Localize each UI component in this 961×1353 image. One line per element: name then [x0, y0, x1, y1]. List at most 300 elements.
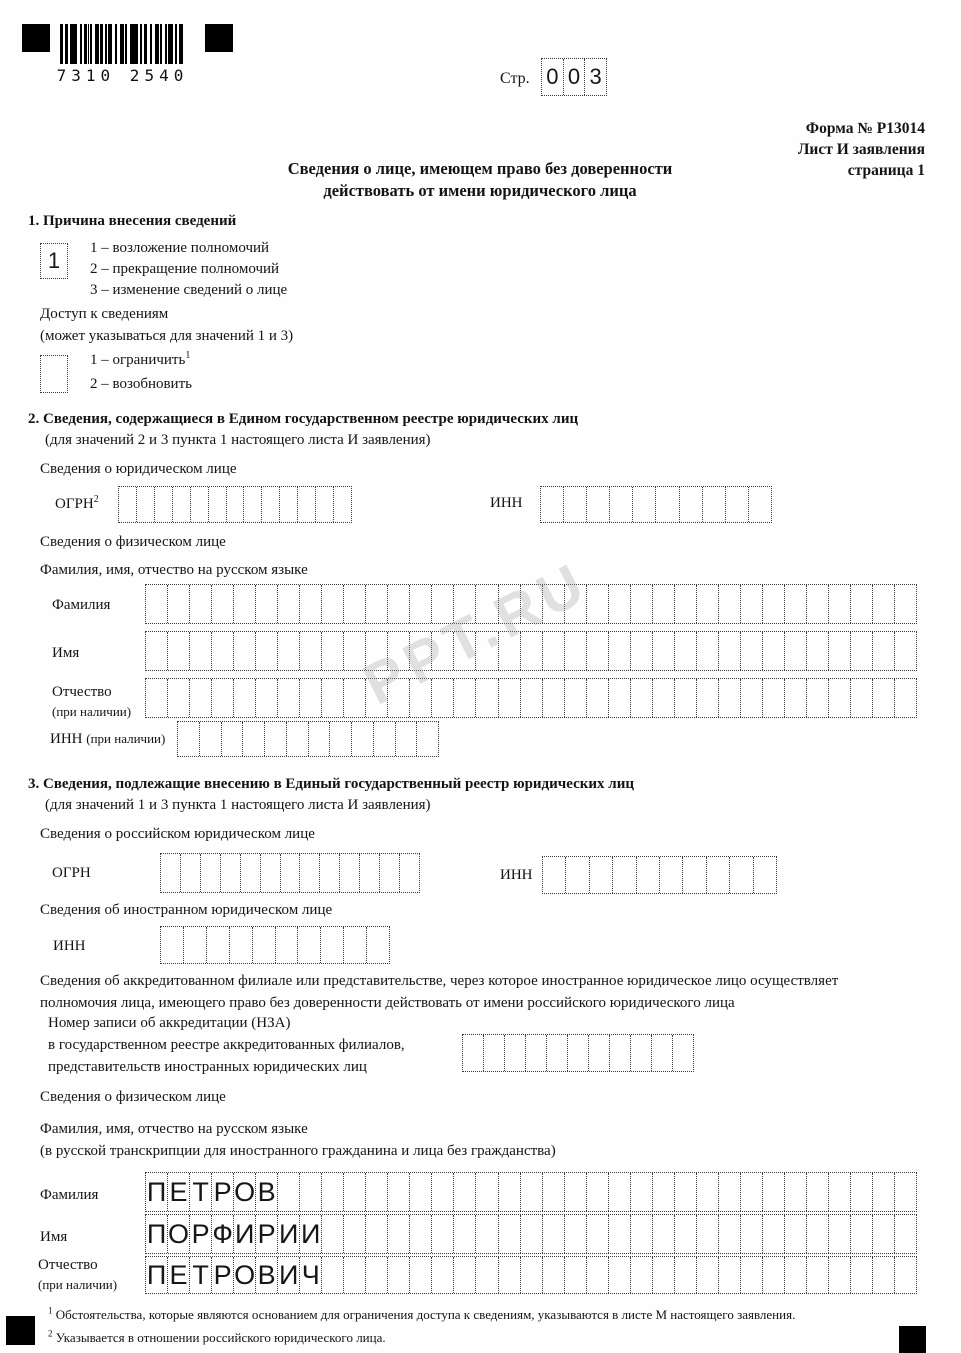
- field-cell[interactable]: [609, 1173, 631, 1211]
- field-cell[interactable]: [201, 854, 221, 892]
- field-cell[interactable]: [652, 1035, 673, 1071]
- field-cell[interactable]: [244, 487, 262, 522]
- field-cell[interactable]: [454, 1215, 476, 1253]
- patronymic3-field[interactable]: [145, 1256, 917, 1294]
- field-cell[interactable]: [565, 1215, 587, 1253]
- field-cell[interactable]: [565, 585, 587, 623]
- field-cell[interactable]: [499, 585, 521, 623]
- field-cell[interactable]: [675, 632, 697, 670]
- field-cell[interactable]: [521, 1173, 543, 1211]
- field-cell[interactable]: [829, 1257, 851, 1293]
- field-cell[interactable]: [565, 632, 587, 670]
- field-cell[interactable]: [173, 487, 191, 522]
- field-cell[interactable]: [785, 1173, 807, 1211]
- field-cell[interactable]: [322, 1257, 344, 1293]
- field-cell[interactable]: [673, 1035, 693, 1071]
- field-cell[interactable]: [656, 487, 679, 522]
- field-cell[interactable]: [432, 1173, 454, 1211]
- field-cell[interactable]: [380, 854, 400, 892]
- field-cell[interactable]: [454, 632, 476, 670]
- field-cell[interactable]: [741, 1257, 763, 1293]
- field-cell[interactable]: О: [168, 1215, 190, 1253]
- field-cell[interactable]: [200, 722, 222, 756]
- field-cell[interactable]: [851, 632, 873, 670]
- ogrn3-field[interactable]: [160, 853, 420, 893]
- field-cell[interactable]: [410, 1257, 432, 1293]
- field-cell[interactable]: [400, 854, 419, 892]
- field-cell[interactable]: 3: [589, 64, 602, 89]
- field-cell[interactable]: [741, 585, 763, 623]
- field-cell[interactable]: [587, 487, 610, 522]
- field-cell[interactable]: [300, 679, 322, 717]
- field-cell[interactable]: [476, 1173, 498, 1211]
- field-cell[interactable]: [543, 585, 565, 623]
- field-cell[interactable]: [590, 857, 613, 893]
- field-cell[interactable]: [521, 632, 543, 670]
- field-cell[interactable]: [683, 857, 706, 893]
- field-cell[interactable]: [631, 1257, 653, 1293]
- field-cell[interactable]: И: [300, 1215, 322, 1253]
- field-cell[interactable]: [253, 927, 276, 963]
- field-cell[interactable]: [521, 585, 543, 623]
- field-cell[interactable]: [829, 679, 851, 717]
- field-cell[interactable]: [609, 1215, 631, 1253]
- field-cell[interactable]: [168, 585, 190, 623]
- field-cell[interactable]: 0: [564, 59, 586, 95]
- field-cell[interactable]: Р: [212, 1257, 234, 1293]
- field-cell[interactable]: [543, 1173, 565, 1211]
- field-cell[interactable]: [763, 1215, 785, 1253]
- field-cell[interactable]: [191, 487, 209, 522]
- field-cell[interactable]: [807, 585, 829, 623]
- field-cell[interactable]: И: [278, 1215, 300, 1253]
- field-cell[interactable]: [587, 679, 609, 717]
- field-cell[interactable]: [631, 1035, 652, 1071]
- field-cell[interactable]: В: [256, 1257, 278, 1293]
- field-cell[interactable]: П: [146, 1173, 168, 1211]
- field-cell[interactable]: [484, 1035, 505, 1071]
- field-cell[interactable]: [697, 1215, 719, 1253]
- inn-person-field[interactable]: [177, 721, 439, 757]
- field-cell[interactable]: В: [256, 1173, 278, 1211]
- field-cell[interactable]: [829, 632, 851, 670]
- field-cell[interactable]: [587, 632, 609, 670]
- field-cell[interactable]: [829, 1215, 851, 1253]
- field-cell[interactable]: И: [234, 1215, 256, 1253]
- field-cell[interactable]: [851, 1215, 873, 1253]
- field-cell[interactable]: [543, 857, 566, 893]
- field-cell[interactable]: [396, 722, 418, 756]
- field-cell[interactable]: [366, 585, 388, 623]
- field-cell[interactable]: [749, 487, 771, 522]
- field-cell[interactable]: [322, 585, 344, 623]
- field-cell[interactable]: [697, 1173, 719, 1211]
- field-cell[interactable]: [344, 1257, 366, 1293]
- field-cell[interactable]: [895, 1257, 916, 1293]
- field-cell[interactable]: [207, 927, 230, 963]
- field-cell[interactable]: [653, 679, 675, 717]
- field-cell[interactable]: [763, 679, 785, 717]
- field-cell[interactable]: [754, 857, 776, 893]
- field-cell[interactable]: [631, 632, 653, 670]
- field-cell[interactable]: [344, 585, 366, 623]
- field-cell[interactable]: [610, 487, 633, 522]
- reason-code-field[interactable]: [40, 243, 68, 279]
- field-cell[interactable]: [543, 1257, 565, 1293]
- field-cell[interactable]: Т: [190, 1257, 212, 1293]
- field-cell[interactable]: [184, 927, 207, 963]
- field-cell[interactable]: [675, 679, 697, 717]
- field-cell[interactable]: [476, 1215, 498, 1253]
- field-cell[interactable]: [190, 585, 212, 623]
- field-cell[interactable]: [222, 722, 244, 756]
- field-cell[interactable]: [388, 585, 410, 623]
- field-cell[interactable]: [851, 1173, 873, 1211]
- inn-field[interactable]: [540, 486, 772, 523]
- field-cell[interactable]: [697, 632, 719, 670]
- field-cell[interactable]: Р: [212, 1173, 234, 1211]
- field-cell[interactable]: [631, 1173, 653, 1211]
- field-cell[interactable]: [741, 1173, 763, 1211]
- field-cell[interactable]: [256, 632, 278, 670]
- field-cell[interactable]: [234, 679, 256, 717]
- field-cell[interactable]: [653, 1215, 675, 1253]
- field-cell[interactable]: [895, 1215, 916, 1253]
- surname3-field[interactable]: [145, 1172, 917, 1212]
- field-cell[interactable]: [212, 679, 234, 717]
- field-cell[interactable]: [719, 585, 741, 623]
- field-cell[interactable]: [526, 1035, 547, 1071]
- field-cell[interactable]: [589, 1035, 610, 1071]
- field-cell[interactable]: [146, 632, 168, 670]
- field-cell[interactable]: [785, 632, 807, 670]
- field-cell[interactable]: [161, 854, 181, 892]
- field-cell[interactable]: [609, 585, 631, 623]
- field-cell[interactable]: [454, 585, 476, 623]
- field-cell[interactable]: [227, 487, 245, 522]
- field-cell[interactable]: [388, 1215, 410, 1253]
- field-cell[interactable]: [807, 679, 829, 717]
- field-cell[interactable]: [660, 857, 683, 893]
- field-cell[interactable]: [212, 585, 234, 623]
- field-cell[interactable]: Р: [190, 1215, 212, 1253]
- field-cell[interactable]: О: [234, 1257, 256, 1293]
- field-cell[interactable]: [178, 722, 200, 756]
- field-cell[interactable]: [873, 1257, 895, 1293]
- field-cell[interactable]: [609, 632, 631, 670]
- field-cell[interactable]: [344, 1215, 366, 1253]
- field-cell[interactable]: [785, 1257, 807, 1293]
- field-cell[interactable]: [243, 722, 265, 756]
- field-cell[interactable]: [366, 1215, 388, 1253]
- field-cell[interactable]: [300, 854, 320, 892]
- field-cell[interactable]: [300, 1173, 322, 1211]
- field-cell[interactable]: [631, 585, 653, 623]
- field-cell[interactable]: [476, 1257, 498, 1293]
- field-cell[interactable]: [499, 679, 521, 717]
- field-cell[interactable]: Е: [168, 1257, 190, 1293]
- field-cell[interactable]: [609, 1257, 631, 1293]
- field-cell[interactable]: [463, 1035, 484, 1071]
- field-cell[interactable]: [410, 679, 432, 717]
- field-cell[interactable]: [41, 356, 67, 392]
- field-cell[interactable]: [719, 1215, 741, 1253]
- field-cell[interactable]: [410, 585, 432, 623]
- field-cell[interactable]: [374, 722, 396, 756]
- field-cell[interactable]: П: [146, 1257, 168, 1293]
- nza-field[interactable]: [462, 1034, 694, 1072]
- field-cell[interactable]: [388, 1173, 410, 1211]
- field-cell[interactable]: [807, 1173, 829, 1211]
- field-cell[interactable]: [265, 722, 287, 756]
- field-cell[interactable]: [322, 679, 344, 717]
- field-cell[interactable]: [281, 854, 301, 892]
- field-cell[interactable]: [388, 1257, 410, 1293]
- field-cell[interactable]: [155, 487, 173, 522]
- surname-field[interactable]: [145, 584, 917, 624]
- field-cell[interactable]: [432, 632, 454, 670]
- field-cell[interactable]: [454, 1257, 476, 1293]
- field-cell[interactable]: [388, 679, 410, 717]
- field-cell[interactable]: [633, 487, 656, 522]
- field-cell[interactable]: И: [278, 1257, 300, 1293]
- field-cell[interactable]: [241, 854, 261, 892]
- field-cell[interactable]: [322, 632, 344, 670]
- field-cell[interactable]: [367, 927, 389, 963]
- field-cell[interactable]: [262, 487, 280, 522]
- field-cell[interactable]: [741, 1215, 763, 1253]
- field-cell[interactable]: [675, 1173, 697, 1211]
- field-cell[interactable]: [366, 1257, 388, 1293]
- field-cell[interactable]: [763, 1173, 785, 1211]
- field-cell[interactable]: [234, 632, 256, 670]
- field-cell[interactable]: [499, 1257, 521, 1293]
- field-cell[interactable]: [726, 487, 749, 522]
- field-cell[interactable]: [505, 1035, 526, 1071]
- field-cell[interactable]: Е: [168, 1173, 190, 1211]
- field-cell[interactable]: [565, 1257, 587, 1293]
- field-cell[interactable]: [181, 854, 201, 892]
- field-cell[interactable]: [763, 632, 785, 670]
- field-cell[interactable]: [521, 1257, 543, 1293]
- field-cell[interactable]: [499, 1215, 521, 1253]
- field-cell[interactable]: [653, 1173, 675, 1211]
- field-cell[interactable]: [278, 632, 300, 670]
- field-cell[interactable]: [146, 679, 168, 717]
- field-cell[interactable]: [543, 679, 565, 717]
- field-cell[interactable]: Р: [256, 1215, 278, 1253]
- field-cell[interactable]: [168, 632, 190, 670]
- patronymic-field[interactable]: [145, 678, 917, 718]
- field-cell[interactable]: [344, 927, 367, 963]
- field-cell[interactable]: [388, 632, 410, 670]
- field-cell[interactable]: [298, 927, 321, 963]
- field-cell[interactable]: [298, 487, 316, 522]
- field-cell[interactable]: [432, 1257, 454, 1293]
- field-cell[interactable]: [564, 487, 587, 522]
- field-cell[interactable]: [680, 487, 703, 522]
- field-cell[interactable]: [322, 1215, 344, 1253]
- field-cell[interactable]: [287, 722, 309, 756]
- field-cell[interactable]: [276, 927, 299, 963]
- access-code-field[interactable]: [40, 355, 68, 393]
- field-cell[interactable]: [190, 679, 212, 717]
- field-cell[interactable]: [316, 487, 334, 522]
- field-cell[interactable]: [278, 679, 300, 717]
- field-cell[interactable]: [309, 722, 331, 756]
- field-cell[interactable]: [521, 679, 543, 717]
- field-cell[interactable]: [587, 1173, 609, 1211]
- field-cell[interactable]: [543, 632, 565, 670]
- field-cell[interactable]: [851, 679, 873, 717]
- field-cell[interactable]: [807, 632, 829, 670]
- field-cell[interactable]: [212, 632, 234, 670]
- field-cell[interactable]: [613, 857, 636, 893]
- field-cell[interactable]: [256, 679, 278, 717]
- field-cell[interactable]: [330, 722, 352, 756]
- ogrn-field[interactable]: [118, 486, 352, 523]
- field-cell[interactable]: [499, 632, 521, 670]
- field-cell[interactable]: [320, 854, 340, 892]
- field-cell[interactable]: [366, 632, 388, 670]
- field-cell[interactable]: [763, 585, 785, 623]
- field-cell[interactable]: [873, 585, 895, 623]
- field-cell[interactable]: [807, 1257, 829, 1293]
- field-cell[interactable]: [785, 679, 807, 717]
- field-cell[interactable]: [697, 679, 719, 717]
- field-cell[interactable]: [719, 1257, 741, 1293]
- field-cell[interactable]: [221, 854, 241, 892]
- field-cell[interactable]: [587, 1215, 609, 1253]
- field-cell[interactable]: [300, 632, 322, 670]
- field-cell[interactable]: [807, 1215, 829, 1253]
- field-cell[interactable]: [697, 585, 719, 623]
- field-cell[interactable]: [719, 1173, 741, 1211]
- name-field[interactable]: [145, 631, 917, 671]
- field-cell[interactable]: [521, 1215, 543, 1253]
- field-cell[interactable]: [417, 722, 438, 756]
- field-cell[interactable]: П: [146, 1215, 168, 1253]
- field-cell[interactable]: [410, 1215, 432, 1253]
- field-cell[interactable]: [873, 1215, 895, 1253]
- field-cell[interactable]: [278, 1173, 300, 1211]
- field-cell[interactable]: Ч: [300, 1257, 322, 1293]
- field-cell[interactable]: [278, 585, 300, 623]
- field-cell[interactable]: [587, 585, 609, 623]
- field-cell[interactable]: Т: [190, 1173, 212, 1211]
- field-cell[interactable]: [610, 1035, 631, 1071]
- field-cell[interactable]: [168, 679, 190, 717]
- field-cell[interactable]: [366, 679, 388, 717]
- field-cell[interactable]: [697, 1257, 719, 1293]
- field-cell[interactable]: [829, 585, 851, 623]
- field-cell[interactable]: 1: [47, 248, 61, 273]
- field-cell[interactable]: [631, 1215, 653, 1253]
- field-cell[interactable]: [360, 854, 380, 892]
- field-cell[interactable]: Ф: [212, 1215, 234, 1253]
- field-cell[interactable]: [873, 679, 895, 717]
- field-cell[interactable]: [785, 1215, 807, 1253]
- field-cell[interactable]: [895, 585, 916, 623]
- field-cell[interactable]: 0: [542, 59, 564, 95]
- field-cell[interactable]: [707, 857, 730, 893]
- field-cell[interactable]: [321, 927, 344, 963]
- field-cell[interactable]: [334, 487, 351, 522]
- field-cell[interactable]: [230, 927, 253, 963]
- field-cell[interactable]: [568, 1035, 589, 1071]
- field-cell[interactable]: [741, 679, 763, 717]
- field-cell[interactable]: [566, 857, 589, 893]
- field-cell[interactable]: [637, 857, 660, 893]
- field-cell[interactable]: [454, 679, 476, 717]
- field-cell[interactable]: [366, 1173, 388, 1211]
- field-cell[interactable]: [137, 487, 155, 522]
- field-cell[interactable]: [344, 679, 366, 717]
- field-cell[interactable]: [763, 1257, 785, 1293]
- field-cell[interactable]: [895, 632, 916, 670]
- field-cell[interactable]: [209, 487, 227, 522]
- inn3-field[interactable]: [542, 856, 777, 894]
- field-cell[interactable]: [432, 1215, 454, 1253]
- field-cell[interactable]: [675, 1215, 697, 1253]
- field-cell[interactable]: [280, 487, 298, 522]
- field-cell[interactable]: [653, 1257, 675, 1293]
- field-cell[interactable]: [653, 585, 675, 623]
- field-cell[interactable]: [300, 585, 322, 623]
- field-cell[interactable]: [256, 585, 278, 623]
- field-cell[interactable]: [829, 1173, 851, 1211]
- field-cell[interactable]: [432, 679, 454, 717]
- field-cell[interactable]: [719, 632, 741, 670]
- field-cell[interactable]: [476, 585, 498, 623]
- field-cell[interactable]: [547, 1035, 568, 1071]
- field-cell[interactable]: [322, 1173, 344, 1211]
- field-cell[interactable]: [703, 487, 726, 522]
- field-cell[interactable]: [352, 722, 374, 756]
- field-cell[interactable]: [675, 1257, 697, 1293]
- field-cell[interactable]: [730, 857, 753, 893]
- field-cell[interactable]: [565, 679, 587, 717]
- field-cell[interactable]: [631, 679, 653, 717]
- field-cell[interactable]: [344, 1173, 366, 1211]
- field-cell[interactable]: [476, 679, 498, 717]
- field-cell[interactable]: [851, 585, 873, 623]
- page-number-field[interactable]: [541, 58, 607, 96]
- field-cell[interactable]: [541, 487, 564, 522]
- field-cell[interactable]: [410, 1173, 432, 1211]
- field-cell[interactable]: О: [234, 1173, 256, 1211]
- field-cell[interactable]: [432, 585, 454, 623]
- field-cell[interactable]: [895, 1173, 916, 1211]
- field-cell[interactable]: [653, 632, 675, 670]
- field-cell[interactable]: [476, 632, 498, 670]
- field-cell[interactable]: [161, 927, 184, 963]
- field-cell[interactable]: [565, 1173, 587, 1211]
- field-cell[interactable]: [675, 585, 697, 623]
- field-cell[interactable]: [741, 632, 763, 670]
- field-cell[interactable]: [895, 679, 916, 717]
- field-cell[interactable]: [873, 1173, 895, 1211]
- field-cell[interactable]: [344, 632, 366, 670]
- field-cell[interactable]: [543, 1215, 565, 1253]
- field-cell[interactable]: [454, 1173, 476, 1211]
- field-cell[interactable]: [340, 854, 360, 892]
- field-cell[interactable]: [785, 585, 807, 623]
- field-cell[interactable]: [609, 679, 631, 717]
- field-cell[interactable]: [146, 585, 168, 623]
- field-cell[interactable]: [499, 1173, 521, 1211]
- field-cell[interactable]: [119, 487, 137, 522]
